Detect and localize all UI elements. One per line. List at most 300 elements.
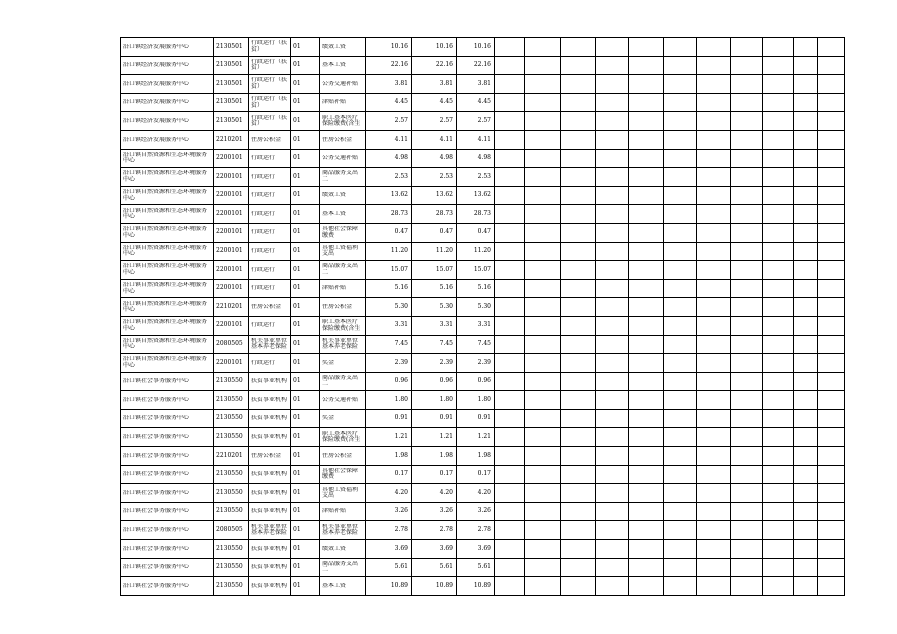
empty-cell bbox=[525, 56, 561, 75]
empty-cell bbox=[664, 168, 697, 187]
empty-cell bbox=[697, 112, 731, 131]
empty-cell bbox=[495, 335, 525, 354]
table-row bbox=[121, 223, 845, 242]
table-row bbox=[121, 391, 845, 410]
function-name-cell-text: 机关事业单位基本养老保险 bbox=[251, 337, 288, 351]
unit-name-cell bbox=[121, 558, 214, 577]
empty-cell bbox=[794, 428, 818, 447]
table-row bbox=[121, 56, 845, 75]
empty-cell bbox=[525, 558, 561, 577]
empty-cell bbox=[495, 56, 525, 75]
table-row bbox=[121, 502, 845, 521]
function-name-cell bbox=[249, 316, 291, 335]
function-name-cell-text: 行政运行 bbox=[251, 192, 276, 199]
unit-name-cell-text: 沿口镇经济发展服务中心 bbox=[123, 136, 190, 143]
function-name-cell bbox=[249, 205, 291, 224]
economic-name-cell bbox=[320, 484, 366, 503]
function-code-cell: 2130550 bbox=[214, 428, 249, 447]
function-name-cell bbox=[249, 93, 291, 112]
economic-name-cell bbox=[320, 577, 366, 596]
function-name-cell-text: 行政运行 bbox=[251, 359, 276, 366]
economic-code-cell: 01 bbox=[291, 577, 320, 596]
empty-cell bbox=[596, 335, 629, 354]
unit-name-cell-text: 沿口镇自然资源和生态环境服务中心 bbox=[123, 356, 208, 369]
empty-cell bbox=[818, 261, 845, 280]
subtotal-amount-cell: 28.73 bbox=[412, 205, 457, 224]
unit-name-cell bbox=[121, 354, 214, 373]
empty-cell bbox=[794, 205, 818, 224]
empty-cell bbox=[561, 540, 596, 559]
economic-name-cell bbox=[320, 391, 366, 410]
table-row bbox=[121, 186, 845, 205]
table-row bbox=[121, 577, 845, 596]
total-amount-cell: 2.78 bbox=[366, 521, 412, 540]
total-amount-cell: 15.07 bbox=[366, 261, 412, 280]
subtotal-amount-cell: 0.17 bbox=[412, 465, 457, 484]
empty-cell bbox=[731, 502, 763, 521]
empty-cell bbox=[561, 56, 596, 75]
empty-cell bbox=[629, 242, 664, 261]
empty-cell bbox=[664, 521, 697, 540]
empty-cell bbox=[794, 521, 818, 540]
empty-cell bbox=[629, 372, 664, 391]
economic-name-cell-text: 其他工资福利支出 bbox=[322, 486, 359, 500]
empty-cell bbox=[763, 465, 794, 484]
basic-expense-cell: 3.81 bbox=[457, 75, 495, 94]
economic-code-cell: 01 bbox=[291, 298, 320, 317]
function-name-cell-text: 行政运行（扶贫） bbox=[251, 114, 288, 128]
table-row bbox=[121, 540, 845, 559]
basic-expense-cell: 10.16 bbox=[457, 38, 495, 57]
economic-code-cell: 01 bbox=[291, 502, 320, 521]
economic-code-cell: 01 bbox=[291, 242, 320, 261]
empty-cell bbox=[525, 354, 561, 373]
empty-cell bbox=[596, 391, 629, 410]
empty-cell bbox=[664, 149, 697, 168]
empty-cell bbox=[561, 112, 596, 131]
economic-name-cell bbox=[320, 540, 366, 559]
empty-cell bbox=[818, 316, 845, 335]
unit-name-cell-text: 沿口镇自然资源和生态环境服务中心 bbox=[123, 226, 208, 239]
total-amount-cell: 4.98 bbox=[366, 149, 412, 168]
unit-name-cell-text: 沿口镇社会事务服务中心 bbox=[123, 489, 190, 496]
empty-cell bbox=[731, 428, 763, 447]
economic-name-cell bbox=[320, 372, 366, 391]
function-name-cell-text: 扶贫事业机构 bbox=[251, 564, 288, 571]
empty-cell bbox=[596, 279, 629, 298]
function-name-cell bbox=[249, 354, 291, 373]
empty-cell bbox=[818, 168, 845, 187]
economic-name-cell bbox=[320, 205, 366, 224]
empty-cell bbox=[629, 261, 664, 280]
empty-cell bbox=[596, 186, 629, 205]
empty-cell bbox=[596, 242, 629, 261]
empty-cell bbox=[596, 502, 629, 521]
basic-expense-cell: 0.91 bbox=[457, 409, 495, 428]
basic-expense-cell: 4.98 bbox=[457, 149, 495, 168]
function-name-cell-text: 行政运行 bbox=[251, 173, 276, 180]
empty-cell bbox=[763, 354, 794, 373]
empty-cell bbox=[596, 130, 629, 149]
economic-name-cell-text: 其他工资福利支出 bbox=[322, 244, 359, 258]
function-code-cell: 2080505 bbox=[214, 521, 249, 540]
empty-cell bbox=[664, 38, 697, 57]
economic-name-cell bbox=[320, 465, 366, 484]
empty-cell bbox=[763, 279, 794, 298]
empty-cell bbox=[664, 335, 697, 354]
empty-cell bbox=[818, 149, 845, 168]
empty-cell bbox=[561, 186, 596, 205]
economic-name-cell-text: 其他社会保障缴费 bbox=[322, 467, 359, 481]
unit-name-cell-text: 沿口镇自然资源和生态环境服务中心 bbox=[123, 170, 208, 183]
empty-cell bbox=[495, 391, 525, 410]
empty-cell bbox=[495, 484, 525, 503]
empty-cell bbox=[763, 298, 794, 317]
empty-cell bbox=[495, 75, 525, 94]
function-code-cell: 2210201 bbox=[214, 130, 249, 149]
table-row bbox=[121, 484, 845, 503]
unit-name-cell bbox=[121, 242, 214, 261]
empty-cell bbox=[495, 223, 525, 242]
basic-expense-cell: 2.39 bbox=[457, 354, 495, 373]
empty-cell bbox=[525, 205, 561, 224]
unit-name-cell bbox=[121, 521, 214, 540]
total-amount-cell: 11.20 bbox=[366, 242, 412, 261]
empty-cell bbox=[596, 409, 629, 428]
total-amount-cell: 3.69 bbox=[366, 540, 412, 559]
empty-cell bbox=[525, 335, 561, 354]
function-name-cell bbox=[249, 521, 291, 540]
basic-expense-cell: 22.16 bbox=[457, 56, 495, 75]
function-name-cell-text: 扶贫事业机构 bbox=[251, 508, 288, 515]
empty-cell bbox=[697, 93, 731, 112]
function-name-cell-text: 行政运行 bbox=[251, 322, 276, 329]
function-name-cell bbox=[249, 465, 291, 484]
empty-cell bbox=[664, 484, 697, 503]
economic-name-cell-text: 公务交通补贴 bbox=[322, 80, 359, 87]
empty-cell bbox=[525, 279, 561, 298]
economic-code-cell: 01 bbox=[291, 56, 320, 75]
function-name-cell bbox=[249, 502, 291, 521]
empty-cell bbox=[731, 354, 763, 373]
empty-cell bbox=[731, 447, 763, 466]
table-row bbox=[121, 168, 845, 187]
economic-code-cell: 01 bbox=[291, 484, 320, 503]
empty-cell bbox=[525, 502, 561, 521]
empty-cell bbox=[794, 335, 818, 354]
unit-name-cell bbox=[121, 205, 214, 224]
empty-cell bbox=[495, 279, 525, 298]
empty-cell bbox=[731, 335, 763, 354]
empty-cell bbox=[629, 540, 664, 559]
economic-code-cell: 01 bbox=[291, 540, 320, 559]
economic-name-cell-text: 住房公积金 bbox=[322, 303, 353, 310]
empty-cell bbox=[763, 558, 794, 577]
empty-cell bbox=[763, 93, 794, 112]
empty-cell bbox=[664, 577, 697, 596]
function-name-cell bbox=[249, 112, 291, 131]
empty-cell bbox=[664, 558, 697, 577]
empty-cell bbox=[731, 93, 763, 112]
empty-cell bbox=[763, 205, 794, 224]
empty-cell bbox=[561, 502, 596, 521]
unit-name-cell-text: 沿口镇社会事务服务中心 bbox=[123, 545, 190, 552]
empty-cell bbox=[561, 521, 596, 540]
empty-cell bbox=[763, 75, 794, 94]
economic-name-cell bbox=[320, 335, 366, 354]
function-code-cell: 2130501 bbox=[214, 112, 249, 131]
unit-name-cell bbox=[121, 149, 214, 168]
economic-name-cell bbox=[320, 261, 366, 280]
unit-name-cell-text: 沿口镇经济发展服务中心 bbox=[123, 62, 190, 69]
empty-cell bbox=[596, 540, 629, 559]
empty-cell bbox=[629, 93, 664, 112]
unit-name-cell bbox=[121, 372, 214, 391]
empty-cell bbox=[629, 558, 664, 577]
empty-cell bbox=[495, 38, 525, 57]
subtotal-amount-cell: 1.21 bbox=[412, 428, 457, 447]
economic-code-cell: 01 bbox=[291, 354, 320, 373]
empty-cell bbox=[596, 465, 629, 484]
total-amount-cell: 0.17 bbox=[366, 465, 412, 484]
empty-cell bbox=[664, 242, 697, 261]
empty-cell bbox=[763, 38, 794, 57]
economic-name-cell bbox=[320, 223, 366, 242]
economic-code-cell: 01 bbox=[291, 409, 320, 428]
table-row bbox=[121, 521, 845, 540]
empty-cell bbox=[525, 316, 561, 335]
unit-name-cell-text: 沿口镇自然资源和生态环境服务中心 bbox=[123, 319, 208, 332]
empty-cell bbox=[794, 56, 818, 75]
table-row bbox=[121, 409, 845, 428]
subtotal-amount-cell: 4.45 bbox=[412, 93, 457, 112]
empty-cell bbox=[763, 540, 794, 559]
empty-cell bbox=[794, 168, 818, 187]
empty-cell bbox=[629, 354, 664, 373]
empty-cell bbox=[697, 447, 731, 466]
unit-name-cell-text: 沿口镇经济发展服务中心 bbox=[123, 80, 190, 87]
unit-name-cell bbox=[121, 316, 214, 335]
function-code-cell: 2130501 bbox=[214, 75, 249, 94]
function-name-cell-text: 行政运行（扶贫） bbox=[251, 77, 288, 90]
economic-name-cell-text: 基本工资 bbox=[322, 62, 347, 69]
economic-name-cell bbox=[320, 558, 366, 577]
unit-name-cell bbox=[121, 577, 214, 596]
empty-cell bbox=[495, 112, 525, 131]
empty-cell bbox=[596, 261, 629, 280]
total-amount-cell: 2.53 bbox=[366, 168, 412, 187]
empty-cell bbox=[495, 242, 525, 261]
empty-cell bbox=[763, 223, 794, 242]
empty-cell bbox=[629, 56, 664, 75]
economic-name-cell bbox=[320, 168, 366, 187]
empty-cell bbox=[664, 354, 697, 373]
total-amount-cell: 10.89 bbox=[366, 577, 412, 596]
total-amount-cell: 7.45 bbox=[366, 335, 412, 354]
empty-cell bbox=[664, 465, 697, 484]
table-row bbox=[121, 93, 845, 112]
subtotal-amount-cell: 3.69 bbox=[412, 540, 457, 559]
economic-code-cell: 01 bbox=[291, 149, 320, 168]
subtotal-amount-cell: 2.39 bbox=[412, 354, 457, 373]
function-name-cell-text: 行政运行 bbox=[251, 210, 276, 217]
subtotal-amount-cell: 5.30 bbox=[412, 298, 457, 317]
empty-cell bbox=[763, 428, 794, 447]
basic-expense-cell: 10.89 bbox=[457, 577, 495, 596]
function-name-cell-text: 行政运行 bbox=[251, 248, 276, 255]
function-name-cell-text: 住房公积金 bbox=[251, 452, 282, 459]
unit-name-cell-text: 沿口镇经济发展服务中心 bbox=[123, 43, 190, 50]
function-name-cell bbox=[249, 558, 291, 577]
empty-cell bbox=[596, 168, 629, 187]
empty-cell bbox=[525, 372, 561, 391]
empty-cell bbox=[794, 354, 818, 373]
empty-cell bbox=[629, 447, 664, 466]
empty-cell bbox=[596, 93, 629, 112]
empty-cell bbox=[495, 186, 525, 205]
empty-cell bbox=[794, 38, 818, 57]
empty-cell bbox=[596, 298, 629, 317]
empty-cell bbox=[697, 558, 731, 577]
empty-cell bbox=[561, 465, 596, 484]
empty-cell bbox=[697, 75, 731, 94]
empty-cell bbox=[731, 205, 763, 224]
function-code-cell: 2130550 bbox=[214, 502, 249, 521]
economic-code-cell: 01 bbox=[291, 93, 320, 112]
empty-cell bbox=[763, 316, 794, 335]
empty-cell bbox=[697, 149, 731, 168]
unit-name-cell bbox=[121, 409, 214, 428]
subtotal-amount-cell: 2.57 bbox=[412, 112, 457, 131]
empty-cell bbox=[697, 298, 731, 317]
empty-cell bbox=[697, 130, 731, 149]
empty-cell bbox=[629, 205, 664, 224]
empty-cell bbox=[818, 521, 845, 540]
empty-cell bbox=[629, 168, 664, 187]
empty-cell bbox=[664, 540, 697, 559]
basic-expense-cell: 0.17 bbox=[457, 465, 495, 484]
empty-cell bbox=[664, 428, 697, 447]
empty-cell bbox=[763, 502, 794, 521]
empty-cell bbox=[596, 223, 629, 242]
function-code-cell: 2130501 bbox=[214, 56, 249, 75]
total-amount-cell: 22.16 bbox=[366, 56, 412, 75]
function-code-cell: 2200101 bbox=[214, 354, 249, 373]
economic-name-cell bbox=[320, 428, 366, 447]
empty-cell bbox=[763, 409, 794, 428]
function-code-cell: 2130550 bbox=[214, 484, 249, 503]
basic-expense-cell: 5.61 bbox=[457, 558, 495, 577]
empty-cell bbox=[697, 391, 731, 410]
unit-name-cell-text: 沿口镇自然资源和生态环境服务中心 bbox=[123, 263, 208, 276]
empty-cell bbox=[731, 223, 763, 242]
subtotal-amount-cell: 3.26 bbox=[412, 502, 457, 521]
unit-name-cell bbox=[121, 484, 214, 503]
empty-cell bbox=[495, 447, 525, 466]
economic-name-cell-text: 绩效工资 bbox=[322, 43, 347, 50]
empty-cell bbox=[731, 168, 763, 187]
economic-name-cell bbox=[320, 447, 366, 466]
function-code-cell: 2130501 bbox=[214, 93, 249, 112]
table-row bbox=[121, 149, 845, 168]
empty-cell bbox=[525, 409, 561, 428]
table-row bbox=[121, 558, 845, 577]
empty-cell bbox=[495, 372, 525, 391]
empty-cell bbox=[596, 149, 629, 168]
unit-name-cell-text: 沿口镇社会事务服务中心 bbox=[123, 396, 190, 403]
empty-cell bbox=[794, 130, 818, 149]
function-name-cell-text: 行政运行（扶贫） bbox=[251, 96, 288, 109]
empty-cell bbox=[818, 242, 845, 261]
empty-cell bbox=[763, 521, 794, 540]
empty-cell bbox=[697, 372, 731, 391]
function-name-cell-text: 行政运行 bbox=[251, 266, 276, 273]
basic-expense-cell: 11.20 bbox=[457, 242, 495, 261]
empty-cell bbox=[664, 391, 697, 410]
empty-cell bbox=[629, 391, 664, 410]
function-name-cell bbox=[249, 186, 291, 205]
empty-cell bbox=[731, 38, 763, 57]
basic-expense-cell: 15.07 bbox=[457, 261, 495, 280]
unit-name-cell-text: 沿口镇社会事务服务中心 bbox=[123, 508, 190, 515]
economic-code-cell: 01 bbox=[291, 112, 320, 131]
empty-cell bbox=[596, 428, 629, 447]
empty-cell bbox=[664, 372, 697, 391]
empty-cell bbox=[697, 428, 731, 447]
function-name-cell bbox=[249, 279, 291, 298]
empty-cell bbox=[818, 130, 845, 149]
economic-name-cell-text: 其他社会保障缴费 bbox=[322, 226, 359, 239]
empty-cell bbox=[794, 558, 818, 577]
empty-cell bbox=[818, 38, 845, 57]
economic-name-cell-text: 绩效工资 bbox=[322, 545, 347, 552]
empty-cell bbox=[561, 558, 596, 577]
function-name-cell-text: 行政运行（扶贫） bbox=[251, 58, 288, 72]
unit-name-cell-text: 沿口镇社会事务服务中心 bbox=[123, 434, 190, 441]
empty-cell bbox=[794, 242, 818, 261]
empty-cell bbox=[763, 447, 794, 466]
function-name-cell bbox=[249, 391, 291, 410]
empty-cell bbox=[794, 93, 818, 112]
unit-name-cell bbox=[121, 279, 214, 298]
empty-cell bbox=[731, 372, 763, 391]
empty-cell bbox=[596, 577, 629, 596]
empty-cell bbox=[794, 465, 818, 484]
empty-cell bbox=[561, 484, 596, 503]
empty-cell bbox=[697, 484, 731, 503]
economic-name-cell bbox=[320, 298, 366, 317]
function-code-cell: 2200101 bbox=[214, 149, 249, 168]
function-code-cell: 2200101 bbox=[214, 279, 249, 298]
function-name-cell-text: 住房公积金 bbox=[251, 136, 282, 143]
function-code-cell: 2130550 bbox=[214, 409, 249, 428]
economic-code-cell: 01 bbox=[291, 316, 320, 335]
empty-cell bbox=[629, 38, 664, 57]
total-amount-cell: 13.62 bbox=[366, 186, 412, 205]
total-amount-cell: 10.16 bbox=[366, 38, 412, 57]
empty-cell bbox=[561, 279, 596, 298]
economic-code-cell: 01 bbox=[291, 75, 320, 94]
subtotal-amount-cell: 7.45 bbox=[412, 335, 457, 354]
empty-cell bbox=[561, 335, 596, 354]
empty-cell bbox=[629, 298, 664, 317]
empty-cell bbox=[561, 298, 596, 317]
function-name-cell-text: 行政运行 bbox=[251, 155, 276, 162]
empty-cell bbox=[596, 205, 629, 224]
empty-cell bbox=[697, 335, 731, 354]
empty-cell bbox=[629, 75, 664, 94]
economic-name-cell-text: 公务交通补贴 bbox=[322, 396, 359, 403]
